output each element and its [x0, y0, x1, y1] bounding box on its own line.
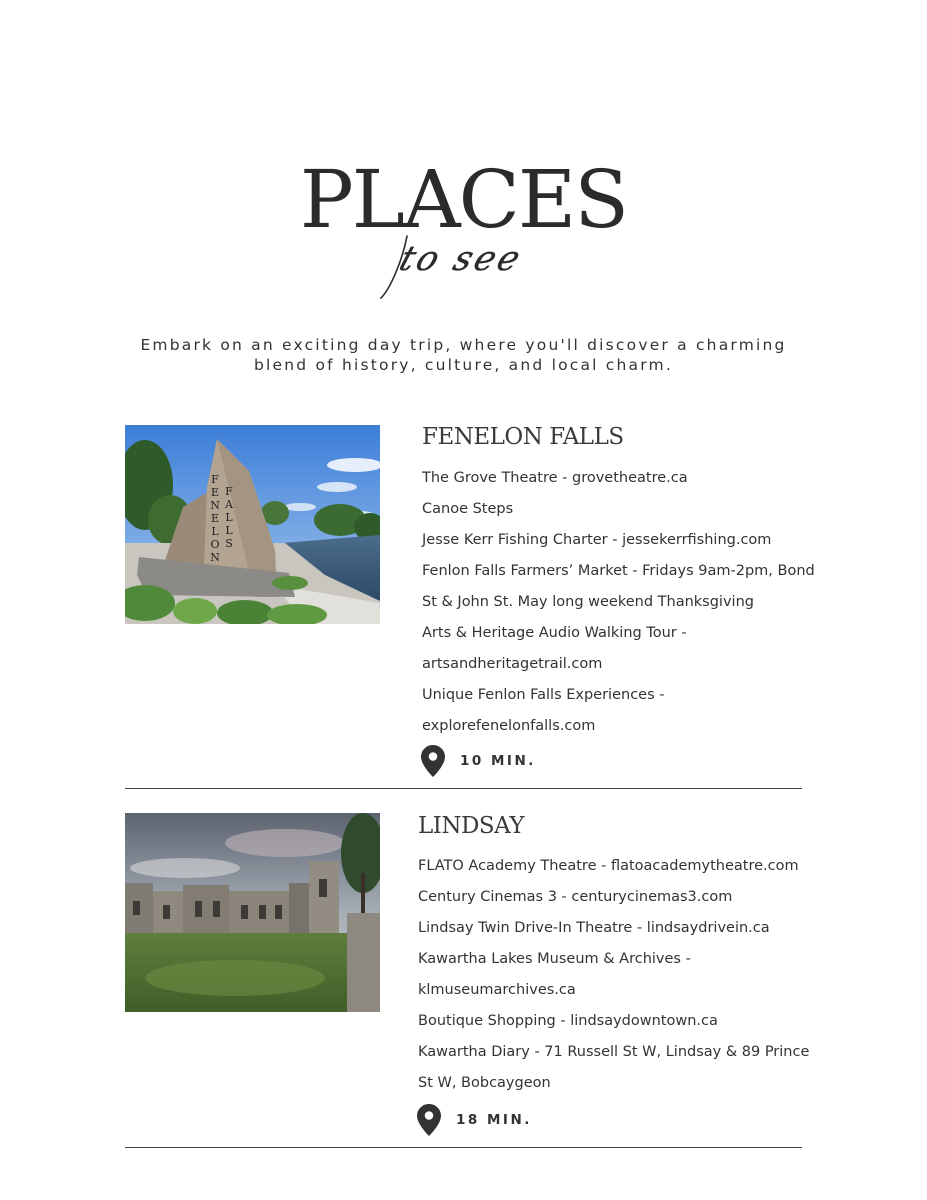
fenelon-falls-distance [421, 745, 536, 777]
sign-letter: N [210, 499, 220, 512]
section-title-fenelon-falls: FENELON FALLS [422, 424, 624, 450]
lindsay-distance [417, 1104, 532, 1136]
list-item: Fenlon Falls Farmers’ Market - Fridays 9am-2pm, Bond [422, 563, 815, 579]
list-item: Lindsay Twin Drive-In Theatre - lindsaydrivein.ca [418, 920, 770, 936]
list-item: FLATO Academy Theatre - flatoacademytheatre.com [418, 858, 799, 874]
list-item: Kawartha Lakes Museum & Archives - [418, 951, 691, 967]
distance-text: 10 MIN. [460, 753, 536, 769]
sign-letter: E [210, 486, 220, 499]
sign-letter: F [211, 473, 219, 486]
list-item: Jesse Kerr Fishing Charter - jessekerrfishing.com [422, 532, 772, 548]
script-subtitle-text: to see [394, 239, 528, 279]
distance-text: 18 MIN. [456, 1112, 532, 1128]
list-item: explorefenelonfalls.com [422, 718, 596, 734]
list-item: Boutique Shopping - lindsaydowntown.ca [418, 1013, 718, 1029]
list-item: St W, Bobcaygeon [418, 1075, 551, 1091]
sign-letter: S [225, 537, 233, 550]
sign-letter: A [225, 498, 233, 511]
fenelon-falls-list [422, 463, 815, 742]
lindsay-photo [125, 813, 380, 1012]
location-pin-icon [417, 1104, 441, 1136]
fenelon-falls-photo [125, 425, 380, 624]
section-title-lindsay: LINDSAY [418, 813, 525, 839]
section-divider [125, 788, 802, 789]
list-item: klmuseumarchives.ca [418, 982, 576, 998]
list-item: Arts & Heritage Audio Walking Tour - [422, 625, 687, 641]
sign-letter: L [211, 525, 219, 538]
sign-letter: F [225, 485, 233, 498]
sign-letter: E [210, 512, 220, 525]
list-item: Canoe Steps [422, 501, 514, 517]
list-item: The Grove Theatre - grovetheatre.ca [422, 470, 688, 486]
script-subtitle [377, 228, 557, 303]
list-item: Century Cinemas 3 - centurycinemas3.com [418, 889, 733, 905]
section-divider [125, 1147, 802, 1148]
sign-letter: L [225, 511, 233, 524]
list-item: artsandheritagetrail.com [422, 656, 603, 672]
sign-letter: L [225, 524, 233, 537]
sign-letter: O [210, 538, 220, 551]
intro-paragraph: Embark on an exciting day trip, where you'll discover a charming blend of history, culture, and local charm. [140, 336, 787, 374]
list-item: St & John St. May long weekend Thanksgiving [422, 594, 754, 610]
list-item: Unique Fenlon Falls Experiences - [422, 687, 665, 703]
lindsay-list [418, 851, 809, 1099]
list-item: Kawartha Diary - 71 Russell St W, Lindsay & 89 Prince [418, 1044, 810, 1060]
sign-letter: N [210, 551, 220, 564]
page-title: PLACES [299, 153, 628, 246]
location-pin-icon [421, 745, 445, 777]
